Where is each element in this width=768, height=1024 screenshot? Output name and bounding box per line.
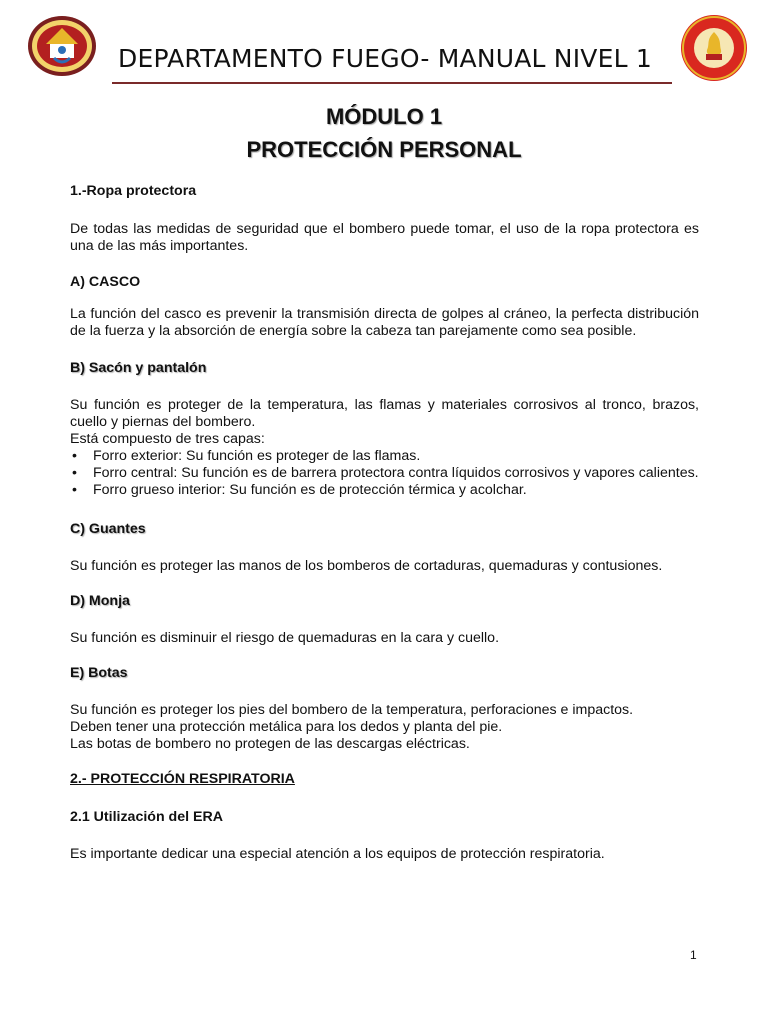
section-heading-monja: D) Monja (70, 593, 130, 609)
list-item: • Forro central: Su función es de barrera protectora contra líquidos corrosivos y vapores calientes. (70, 465, 699, 482)
paragraph-sacon: Su función es proteger de la temperatura, las flamas y materiales corrosivos al tronco, brazos, cuello y piernas del bombero. (70, 397, 699, 430)
sacon-layers-intro: Está compuesto de tres capas: (70, 431, 265, 447)
page-header (0, 0, 768, 90)
header-title: DEPARTAMENTO FUEGO- MANUAL NIVEL 1 (118, 44, 652, 73)
section-heading-guantes: C) Guantes (70, 521, 146, 537)
page-number: 1 (690, 948, 697, 962)
module-number-title: MÓDULO 1 (325, 104, 443, 129)
document-body (70, 183, 699, 863)
fire-academy-crest-logo (26, 14, 98, 78)
section-heading-botas: E) Botas (70, 665, 128, 681)
list-item: • Forro grueso interior: Su función es de protección térmica y acolchar. (70, 482, 699, 499)
paragraph-botas-3: Las botas de bombero no protegen de las descargas eléctricas. (70, 736, 470, 752)
national-fire-academy-seal-logo (680, 14, 748, 82)
paragraph-casco: La función del casco es prevenir la transmisión directa de golpes al cráneo, la perfecta distribución de la fuerza y la absorción de energía sobre la cabeza tan parejamente como sea posible. (70, 306, 699, 339)
module-subject-title: PROTECCIÓN PERSONAL (246, 137, 522, 162)
header-divider (112, 82, 672, 84)
section-heading-sacon: B) Sacón y pantalón (70, 360, 207, 376)
section-heading-ropa: 1.-Ropa protectora (70, 183, 197, 199)
subsection-heading-era: 2.1 Utilización del ERA (70, 809, 223, 825)
section-heading-respiratoria: 2.- PROTECCIÓN RESPIRATORIA (70, 771, 295, 787)
section-heading-casco: A) CASCO (70, 274, 141, 290)
paragraph-botas-2: Deben tener una protección metálica para los dedos y planta del pie. (70, 719, 503, 735)
paragraph-monja: Su función es disminuir el riesgo de quemaduras en la cara y cuello. (70, 630, 500, 646)
paragraph-guantes: Su función es proteger las manos de los bomberos de cortaduras, quemaduras y contusiones. (70, 558, 663, 574)
paragraph-ropa: De todas las medidas de seguridad que el bombero puede tomar, el uso de la ropa protectora es una de las más importantes. (70, 221, 699, 254)
sacon-layers-list (70, 448, 699, 499)
paragraph-era: Es importante dedicar una especial atención a los equipos de protección respiratoria. (70, 846, 605, 862)
paragraph-botas-1: Su función es proteger los pies del bombero de la temperatura, perforaciones e impactos. (70, 702, 634, 718)
list-item: • Forro exterior: Su función es proteger de las flamas. (70, 448, 699, 465)
